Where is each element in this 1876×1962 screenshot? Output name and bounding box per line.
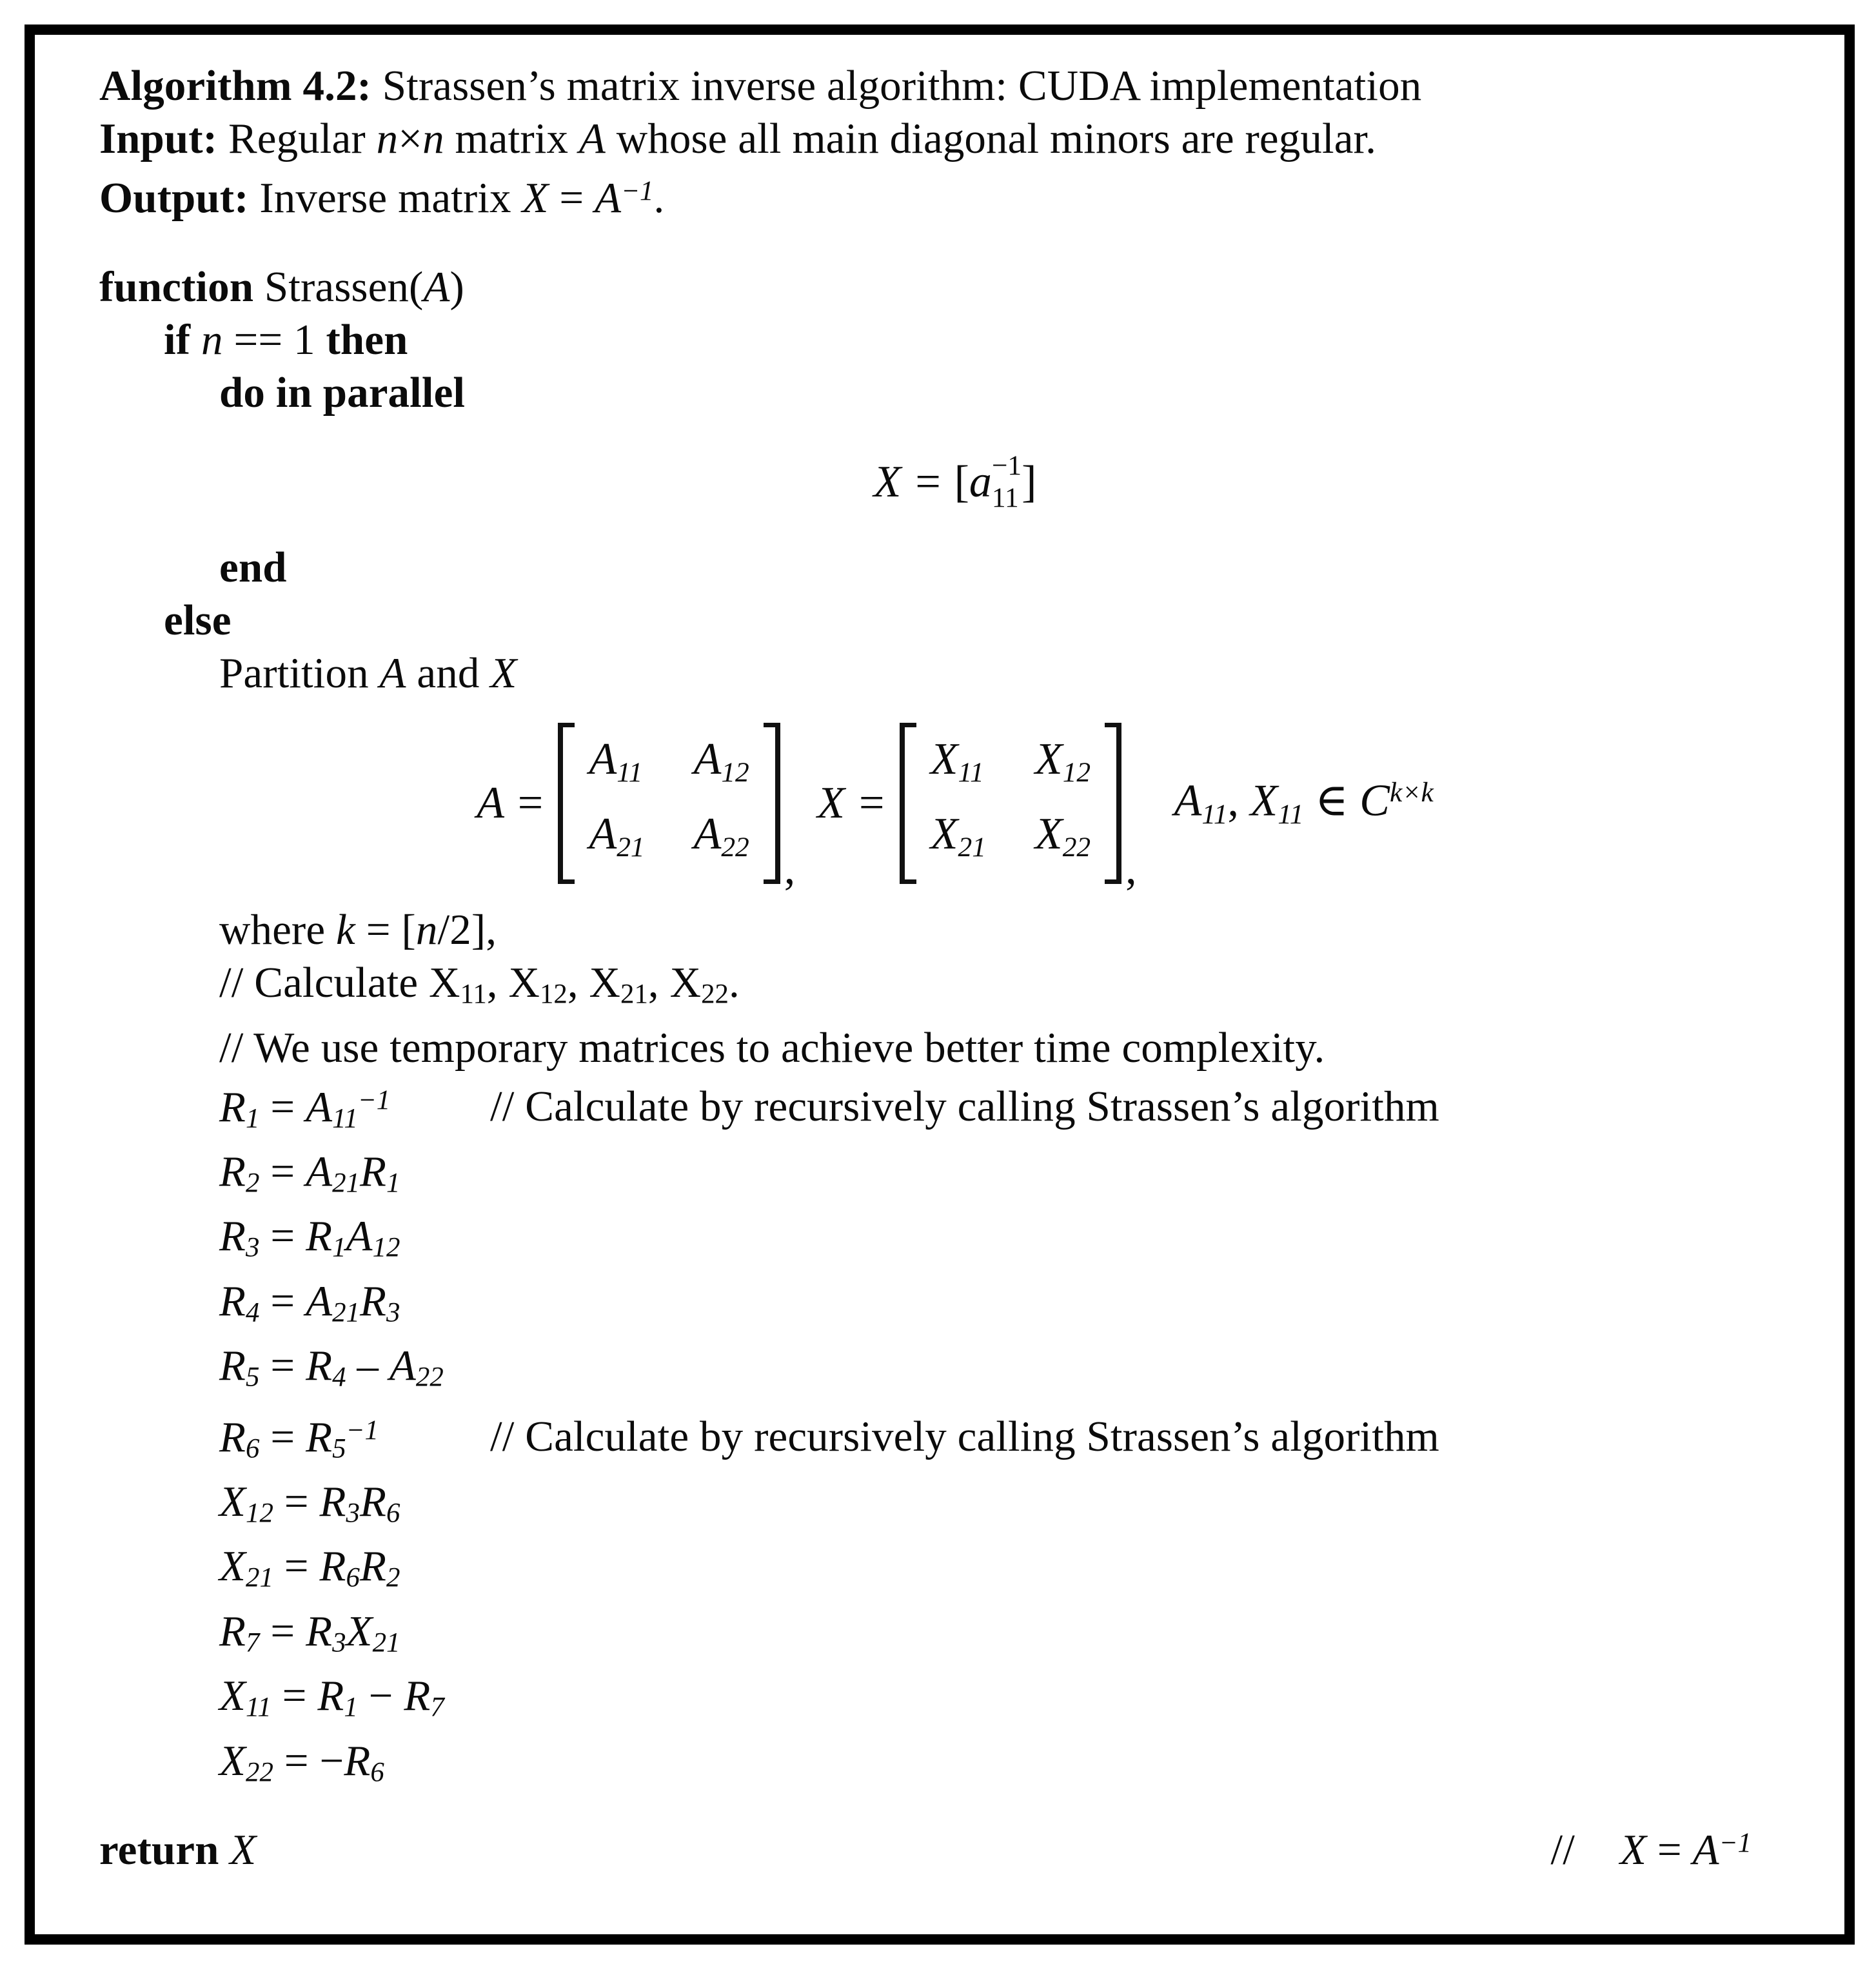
r6-lhs-sub: 6 — [246, 1433, 260, 1464]
matrix-cell-a21 — [589, 805, 644, 876]
if-statement-line — [164, 313, 1811, 366]
matrix-x-equals: = — [845, 778, 887, 828]
input-label: Input: — [99, 115, 218, 162]
r1-lhs-sub: 1 — [246, 1103, 260, 1133]
cell-a11-base: A — [589, 734, 617, 784]
output-matrix-a: A — [595, 173, 622, 222]
r6-rhs-sub: 5 — [332, 1433, 346, 1464]
equation-r2-expression — [219, 1145, 490, 1210]
comment-calc-sep-3: , X — [647, 959, 702, 1007]
x21-lhs: X — [219, 1542, 246, 1591]
x12-lhs-sub: 12 — [246, 1498, 273, 1529]
membership-comma: , — [1227, 776, 1250, 826]
partition-matrix-a: A — [379, 649, 406, 697]
input-text-c: whose all main diagonal minors are regular. — [605, 115, 1377, 162]
return-keyword: return — [99, 1825, 230, 1874]
where-k-line — [219, 903, 1811, 956]
r2-rhs1-sub: 21 — [332, 1168, 360, 1199]
r6-rhs-sup: −1 — [346, 1415, 379, 1446]
scalar-eq-equals: = — [901, 456, 954, 507]
equation-r7-expression — [219, 1605, 490, 1669]
return-comment-a: A — [1692, 1825, 1719, 1874]
r7-lhs-sub: 7 — [246, 1627, 260, 1658]
r4-rhs1: A — [306, 1277, 333, 1325]
x21-rhs1-sub: 6 — [346, 1562, 360, 1593]
input-n-first: n — [376, 115, 399, 162]
equation-r1-comment: // Calculate by recursively calling Strassen’s algorithm — [490, 1083, 1439, 1131]
matrix-cell-x22 — [1035, 805, 1091, 876]
x11-rhs2: R — [404, 1672, 431, 1720]
return-comment — [1551, 1817, 1811, 1876]
membership-x: X — [1250, 776, 1278, 826]
equation-r3-expression — [219, 1210, 490, 1274]
scalar-eq-close-bracket: ] — [1022, 456, 1037, 507]
cell-a21-sub: 21 — [617, 832, 645, 863]
x12-rhs1-sub: 3 — [346, 1498, 360, 1529]
return-statement-row — [99, 1817, 1811, 1876]
equation-r6-expression — [219, 1404, 490, 1475]
end-keyword-line: end — [219, 543, 287, 591]
x21-rhs2: R — [359, 1542, 386, 1591]
r3-equals: = — [259, 1212, 306, 1261]
r2-rhs1: A — [306, 1147, 333, 1195]
x22-lhs: X — [219, 1736, 246, 1785]
return-comment-equals: = — [1646, 1825, 1693, 1874]
where-text: where — [219, 906, 337, 954]
algorithm-box — [25, 25, 1855, 1945]
r5-lhs: R — [219, 1342, 246, 1390]
partition-and: and — [406, 649, 491, 697]
input-text-b: matrix — [444, 115, 579, 162]
matrix-cell-x21 — [931, 805, 986, 876]
input-line — [99, 112, 1811, 165]
return-comment-x: X — [1619, 1825, 1646, 1874]
comment-calc-sep-2: , X — [567, 959, 621, 1007]
membership-c: C — [1359, 776, 1390, 826]
matrix-x-comma: , — [1125, 844, 1137, 894]
cell-x12-sub: 12 — [1062, 757, 1091, 788]
cell-a12-sub: 12 — [721, 757, 749, 788]
cell-a22-base: A — [693, 809, 722, 859]
input-text-a: Regular — [217, 115, 377, 162]
header-body-gap — [99, 224, 1811, 260]
do-in-parallel-line: do in parallel — [219, 368, 466, 417]
r7-rhs1-sub: 3 — [332, 1627, 346, 1658]
scalar-eq-superscript: −1 — [991, 450, 1022, 482]
equation-row-x21 — [219, 1540, 1811, 1604]
equation-x22-expression — [219, 1734, 490, 1799]
algorithm-content — [35, 35, 1844, 1934]
r5-equals: = — [259, 1342, 306, 1390]
cell-x22-base: X — [1034, 809, 1063, 859]
x12-rhs2: R — [359, 1477, 386, 1525]
output-period: . — [653, 173, 665, 222]
x11-equals: = — [271, 1672, 318, 1720]
membership-x-sub: 11 — [1278, 798, 1304, 830]
x11-lhs: X — [219, 1672, 246, 1720]
r6-rhs: R — [306, 1413, 333, 1461]
function-declaration-line — [99, 260, 1811, 313]
comment-calc-sep-1: , X — [486, 959, 540, 1007]
r5-rhs1-sub: 4 — [332, 1362, 346, 1393]
r5-rhs2: A — [389, 1342, 416, 1390]
r2-equals: = — [259, 1147, 306, 1195]
scalar-eq-base: a — [969, 456, 992, 507]
cell-x22-sub: 22 — [1062, 832, 1091, 863]
matrix-x-cells — [916, 723, 1105, 884]
r3-lhs-sub: 3 — [246, 1232, 260, 1263]
output-matrix-x: X — [522, 173, 549, 222]
output-superscript: −1 — [621, 176, 654, 206]
partition-equation — [99, 700, 1811, 903]
partition-matrices — [477, 723, 1434, 894]
r3-rhs2-sub: 12 — [372, 1232, 400, 1263]
cell-a21-base: A — [589, 809, 617, 859]
scalar-inverse-equation — [99, 419, 1811, 541]
r3-rhs2: A — [346, 1212, 373, 1261]
x12-equals: = — [273, 1477, 320, 1525]
r4-rhs2: R — [359, 1277, 386, 1325]
comment-calc-sub-12: 12 — [539, 979, 568, 1010]
equation-r1-expression — [219, 1074, 490, 1145]
else-keyword-line: else — [164, 596, 232, 644]
r2-lhs-sub: 2 — [246, 1168, 260, 1199]
where-equals-bracket: = [ — [355, 906, 416, 954]
r7-rhs2: X — [346, 1607, 373, 1655]
output-text-a: Inverse matrix — [248, 173, 522, 222]
r7-rhs2-sub: 21 — [372, 1627, 400, 1658]
matrix-x-symbol: X — [817, 778, 845, 828]
equation-row-r1 — [219, 1074, 1811, 1145]
function-argument: A — [423, 262, 450, 311]
algorithm-title-line — [99, 59, 1811, 112]
equation-row-r7 — [219, 1605, 1811, 1669]
matrix-cell-a11 — [589, 731, 644, 801]
equation-row-x12 — [219, 1475, 1811, 1540]
r5-minus-operator: – — [346, 1342, 390, 1390]
input-times-symbol: × — [398, 115, 423, 162]
membership-a: A — [1174, 776, 1202, 826]
r1-rhs-sup: −1 — [357, 1084, 391, 1115]
equation-row-r3 — [219, 1210, 1811, 1274]
matrix-a-left-bracket — [558, 723, 575, 884]
x12-rhs2-sub: 6 — [386, 1498, 400, 1529]
r2-rhs2: R — [359, 1147, 386, 1195]
r2-rhs2-sub: 1 — [386, 1168, 400, 1199]
membership-element-of-icon: ∈ — [1303, 776, 1360, 826]
return-comment-superscript: −1 — [1719, 1827, 1752, 1858]
return-comment-slashes: // — [1550, 1825, 1575, 1874]
comment-calc-sub-11: 11 — [460, 979, 487, 1010]
x11-lhs-sub: 11 — [246, 1692, 272, 1723]
equation-row-r5 — [219, 1339, 1811, 1404]
r1-rhs-sub: 11 — [332, 1103, 358, 1133]
return-statement — [99, 1823, 256, 1876]
matrix-cell-a12 — [694, 731, 749, 801]
comment-temporary-line: // We use temporary matrices to achieve better time complexity. — [219, 1023, 1325, 1072]
algorithm-title: Strassen’s matrix inverse algorithm: CUDA implementation — [371, 62, 1422, 110]
comment-calc-period: . — [728, 959, 740, 1007]
matrix-a-equals: = — [503, 778, 546, 828]
x11-rhs1: R — [317, 1672, 344, 1720]
x22-rhs: R — [344, 1736, 371, 1785]
membership-a-sub: 11 — [1201, 798, 1228, 830]
then-keyword: then — [326, 315, 408, 364]
r4-lhs: R — [219, 1277, 246, 1325]
x22-negative-sign: − — [319, 1736, 344, 1785]
return-variable: X — [230, 1825, 257, 1874]
r3-rhs1: R — [306, 1212, 333, 1261]
matrix-a-right-bracket — [764, 723, 780, 884]
x12-lhs: X — [219, 1477, 246, 1525]
matrix-a-label — [477, 774, 558, 832]
output-line — [99, 165, 1811, 224]
matrix-a-cells — [575, 723, 763, 884]
comment-calculate-text: // Calculate X — [219, 959, 460, 1007]
x21-equals: = — [273, 1542, 320, 1591]
x22-lhs-sub: 22 — [246, 1756, 273, 1787]
equation-r6-comment: // Calculate by recursively calling Strassen’s algorithm — [490, 1413, 1439, 1461]
algorithm-label: Algorithm 4.2: — [99, 62, 371, 110]
r2-lhs: R — [219, 1147, 246, 1195]
where-rest: /2], — [437, 906, 497, 954]
output-equals: = — [548, 173, 595, 222]
scalar-eq-indices — [991, 450, 1022, 513]
equation-row-r6 — [219, 1404, 1811, 1475]
x22-equals: = — [273, 1736, 320, 1785]
cell-x12-base: X — [1034, 734, 1063, 784]
matrix-cell-a22 — [694, 805, 749, 876]
r7-equals: = — [259, 1607, 306, 1655]
output-label: Output: — [99, 173, 249, 222]
r6-equals: = — [259, 1413, 306, 1461]
where-n: n — [415, 906, 438, 954]
if-variable-n: n — [201, 315, 223, 364]
r1-equals: = — [259, 1083, 306, 1131]
comment-calc-sub-21: 21 — [620, 979, 648, 1010]
partition-text: Partition — [219, 649, 380, 697]
equation-r4-expression — [219, 1275, 490, 1339]
where-k: k — [336, 906, 355, 954]
scalar-eq-subscript: 11 — [991, 482, 1019, 513]
partition-matrix-x: X — [490, 649, 517, 697]
comment-calculate-line — [219, 956, 1811, 1021]
r4-equals: = — [259, 1277, 306, 1325]
matrix-cell-x12 — [1035, 731, 1091, 801]
x12-rhs1: R — [319, 1477, 346, 1525]
equation-x11-expression — [219, 1669, 490, 1734]
equation-row-r4 — [219, 1275, 1811, 1339]
cell-x11-sub: 11 — [958, 757, 984, 788]
matrix-a-symbol: A — [477, 778, 504, 828]
membership-c-sup: k×k — [1389, 777, 1434, 809]
x22-rhs-sub: 6 — [370, 1756, 384, 1787]
scalar-eq-open-bracket: [ — [954, 456, 969, 507]
x11-rhs2-sub: 7 — [430, 1692, 444, 1723]
cell-a22-sub: 22 — [721, 832, 749, 863]
r1-rhs: A — [306, 1083, 333, 1131]
if-condition: == 1 — [222, 315, 326, 364]
x11-minus-operator: − — [357, 1672, 404, 1720]
comment-calc-sub-22: 22 — [701, 979, 729, 1010]
r1-lhs: R — [219, 1083, 246, 1131]
equation-row-x22 — [219, 1734, 1811, 1799]
if-keyword: if — [164, 315, 201, 364]
r5-rhs1: R — [306, 1342, 333, 1390]
equation-x12-expression — [219, 1475, 490, 1540]
input-matrix-a: A — [578, 115, 606, 162]
x21-lhs-sub: 21 — [246, 1562, 273, 1593]
r7-rhs1: R — [306, 1607, 333, 1655]
input-n-second: n — [422, 115, 444, 162]
cell-a12-base: A — [693, 734, 722, 784]
r4-rhs1-sub: 21 — [332, 1297, 360, 1328]
function-keyword: function — [99, 262, 254, 311]
matrix-x-label — [817, 774, 900, 832]
function-name: Strassen( — [253, 262, 424, 311]
r4-rhs2-sub: 3 — [386, 1297, 400, 1328]
r5-rhs2-sub: 22 — [415, 1362, 444, 1393]
matrix-membership — [1159, 763, 1434, 843]
matrix-x-right-bracket — [1105, 723, 1121, 884]
r6-lhs: R — [219, 1413, 246, 1461]
r3-lhs: R — [219, 1212, 246, 1261]
x21-rhs1: R — [319, 1542, 346, 1591]
x11-rhs1-sub: 1 — [344, 1692, 358, 1723]
matrix-cell-x11 — [931, 731, 986, 801]
r5-lhs-sub: 5 — [246, 1362, 260, 1393]
equation-r5-expression — [219, 1339, 490, 1404]
cell-x21-sub: 21 — [958, 832, 986, 863]
partition-line — [219, 647, 1811, 700]
cell-a11-sub: 11 — [617, 757, 643, 788]
x21-rhs2-sub: 2 — [386, 1562, 400, 1593]
matrix-x-left-bracket — [900, 723, 916, 884]
cell-x21-base: X — [930, 809, 958, 859]
r7-lhs: R — [219, 1607, 246, 1655]
r4-lhs-sub: 4 — [246, 1297, 260, 1328]
r3-rhs1-sub: 1 — [332, 1232, 346, 1263]
equation-row-r2 — [219, 1145, 1811, 1210]
cell-x11-base: X — [930, 734, 958, 784]
scalar-eq-lhs: X — [873, 456, 902, 507]
matrix-a-comma: , — [784, 844, 796, 894]
equation-row-x11 — [219, 1669, 1811, 1734]
equation-x21-expression — [219, 1540, 490, 1604]
function-close-paren: ) — [449, 262, 464, 311]
